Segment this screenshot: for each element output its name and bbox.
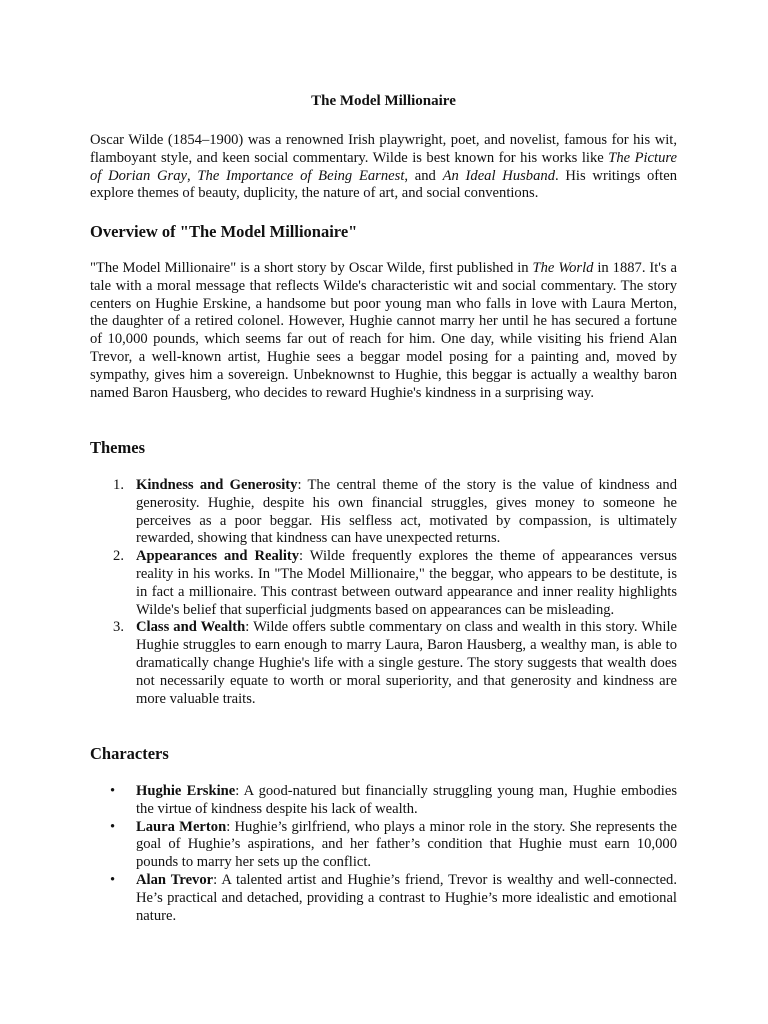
list-number: 2. [113, 548, 124, 565]
themes-heading: Themes [90, 438, 145, 457]
character-name: Alan Trevor [136, 871, 214, 888]
theme-item [90, 548, 677, 619]
theme-text: : Wilde offers subtle commentary on class and wealth in this story. While Hughie struggles to earn enough to marry Laura, Baron Hausberg, a wealthy man, is able to dramatically change Hughie's life with a single gesture. The story suggests that wealth does not necessarily equate to worth or moral superiority, and that generosity and kindness are more valuable traits. [136, 619, 678, 707]
character-item [90, 783, 677, 819]
character-name: Hughie Erskine [136, 783, 236, 799]
theme-term: Class and Wealth [136, 619, 246, 636]
themes-list [90, 477, 677, 708]
overview-text-2: in 1887. It's a tale with a moral message that reflects Wilde's characteristic wit and social commentary. The story centers on Hughie Erskine, a handsome but poor young man who falls in love with Laura Merton, the daughter of a retired colonel. However, Hughie cannot marry her until he has secured a fortune of 10,000 pounds, which seems far out of reach for him. One day, while visiting his friend Alan Trevor, a well-known artist, Hughie sees a beggar model posing for a painting and, moved by sympathy, gives him a sovereign. Unbeknownst to Hughie, this beggar is actually a wealthy baron named Baron Hausberg, who decides to reward Hughie's kindness in a surprising way. [90, 260, 678, 401]
work-title-ideal-husband: An Ideal Husband [442, 167, 555, 184]
theme-term: Kindness and Generosity [136, 477, 298, 493]
overview-heading: Overview of "The Model Millionaire" [90, 222, 358, 241]
characters-heading: Characters [90, 744, 169, 763]
bullet-icon: • [110, 783, 116, 799]
character-name: Laura Merton [136, 818, 227, 835]
work-title-earnest: The Importance of Being Earnest [197, 167, 405, 184]
overview-text-1: "The Model Millionaire" is a short story by Oscar Wilde, first published in [90, 260, 533, 276]
character-text: : A talented artist and Hughie’s friend, Trevor is wealthy and well-connected. He’s practical and detached, providing a contrast to Hughie’s more idealistic and emotional nature. [136, 871, 677, 924]
intro-separator-2: , and [404, 167, 443, 184]
theme-term: Appearances and Reality [136, 548, 300, 565]
character-item [90, 872, 677, 925]
overview-paragraph [90, 260, 677, 402]
theme-text: : Wilde frequently explores the theme of appearances versus reality in his works. In "The Model Millionaire," the beggar, who appears to be destitute, is in fact a millionaire. This contrast between outward appearance and inner reality highlights Wilde's belief that superficial judgments based on appearances can be misleading. [136, 548, 677, 618]
document-title: The Model Millionaire [311, 93, 456, 109]
work-title-dorian-gray: The Picture of Dorian Gray [90, 149, 677, 184]
bullet-icon: • [110, 818, 116, 835]
bullet-icon: • [110, 871, 116, 888]
intro-text-1: Oscar Wilde (1854–1900) was a renowned Irish playwright, poet, and novelist, famous for his wit, flamboyant style, and keen social commentary. Wilde is best known for his works like [90, 132, 677, 166]
character-text: : Hughie’s girlfriend, who plays a minor role in the story. She represents the goal of Hughie’s aspirations, and her father’s condition that Hughie must earn 10,000 pounds to marry her sets up the conflict. [136, 818, 677, 871]
theme-text: : The central theme of the story is the value of kindness and generosity. Hughie, despite his own financial struggles, gives money to someone he perceives as a poor beggar. His selfless act, motivated by compassion, is ultimately rewarded, showing that kindness can have unexpected returns. [136, 477, 678, 547]
theme-item [90, 619, 677, 708]
character-item [90, 819, 677, 872]
theme-item [90, 477, 677, 548]
intro-paragraph [90, 132, 677, 203]
characters-list [90, 783, 677, 925]
publication-title: The World [532, 260, 594, 276]
intro-text-2: . His writings often explore themes of beauty, duplicity, the nature of art, and social conventions. [90, 167, 677, 202]
intro-separator-1: , [187, 167, 198, 184]
list-number: 1. [113, 477, 124, 493]
character-text: : A good-natured but financially struggling young man, Hughie embodies the virtue of kindness despite his lack of wealth. [136, 783, 678, 817]
list-number: 3. [113, 619, 124, 636]
